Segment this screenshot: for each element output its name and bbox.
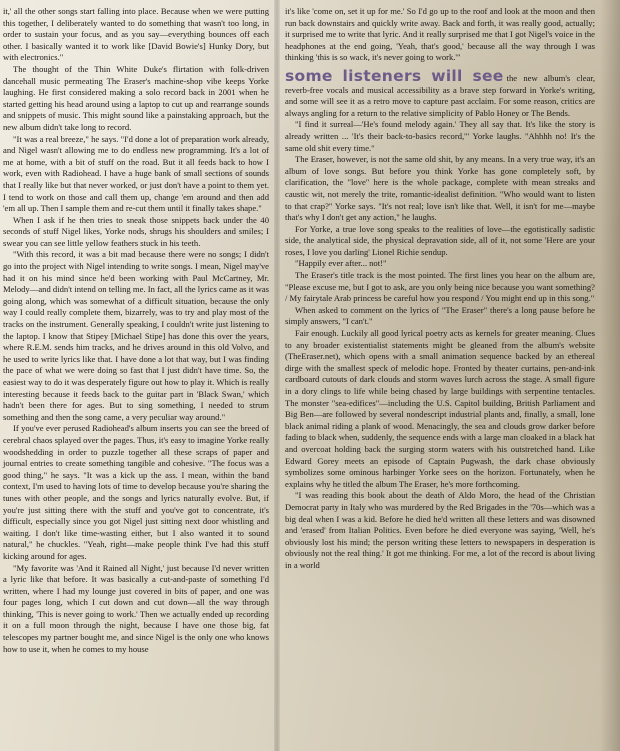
paragraph: "I was reading this book about the death of Aldo Moro, the head of the Christian Democrat party in Italy who was murdered by the Red Brigades in the '70s—which was a big deal when I was a kid. Before he died he'd written all these letters and was disowned and 'erased' from Italian Politics. Even before he died everyone was saying, 'Well, he's obviously lost his mind; the person writing these letters to newspapers in desperation is obviously not the real thing.' It got me thinking. For me, a lot of the record is about living in a world — [285, 490, 595, 570]
paragraph: When asked to comment on the lyrics of "The Eraser" there's a long pause before he simply answers, "I can't." — [285, 304, 595, 327]
paragraph: The Eraser's title track is the most pointed. The first lines you hear on the album are, "Please excuse me, but I got to ask, are you only being nice because you want something? / My fairytale Arab princess be careful how you respond / You might end up in this song." — [285, 270, 595, 304]
paragraph: The Eraser, however, is not the same old shit, by any means. In a very true way, it's an album of love songs. But before you think Yorke has gone completely soft, by clarification, the "love" here is the whole package, complete with mean streaks and caustic wit, not merely the trite, romantic-idealist definition. "Who would want to listen to that crap?" Yorke says. "It's not real; love isn't like that. Well, it isn't for me—maybe that's why I don't get any action," he laughs. — [285, 154, 595, 223]
paragraph: "It was a real breeze," he says. "I'd done a lot of preparation work already, and Nigel wasn't allowing me to do endless new programming. It's a lot of me at home, with a bit of stuff on the road. But it all feeds back to how I work, even with Radiohead. I have a huge bank of small sections of sounds that I really like but that never worked, or just don't have a point to them yet. I tend to work on those and call them up, change 'em around and then add 'em all up. Then I sample them and re-cut them until it finally takes shape." — [3, 133, 269, 214]
paragraph: Fair enough. Luckily all good lyrical poetry acts as kernels for greater meaning. Clues to any broader existentialist statements might be gleaned from the album's website (TheEraser.net), which opens with a small animation sequence backed by an ethereal dirge with the smallest speck of melodic hope. Fronted by theater curtains, pen-and-ink cardboard cutouts of dark clouds and storm waves lurch across the stage. A small figure in a dory clings to life while being chased by large buildings with serpentine tentacles. The monster "sea-edifices"—including the U.S. Capitol building, British Parliament and Big Ben—are followed by several nondescript industrial plants and, finally, a small, lone black animal riding a plank of wood. Menacingly, the sea and clouds grow darker before fading to black when, suddenly, the sequence ends with a large man cloaked in a black hat and overcoat holding back the surging storm waters with his outstretched hand. Like Edward Gorey meets an episode of Captain Pugwash, the dark chase obviously symbolizes some ominous harbinger Yorke sees on the horizon. Fortunately, when he explains why he titled the album The Eraser, he's more forthcoming. — [285, 328, 595, 489]
paragraph: "With this record, it was a bit mad because there were no songs; I didn't go into the project with Nigel intending to write songs. I mean, Nigel may've had it on his mind since he'd been working with Paul McCartney, Mr. Melody—and didn't intend on telling me. In fact, all the lyrics came as it was going along, which was somewhat of a difficult situation, because the only way I could really complete them, bizarrely, was to try and play most of the tracks on the instrument. Generally speaking, I couldn't write just listening to the laptop. I know that Stipey [Michael Stipe] has done this over the years, where R.E.M. sends him tracks, and he drives around in this old Volvo, and he used to write lyrics like that. I have done a lot that way, but I was finding the pace of what we were doing so fast that I just didn't have time. So, the easiest way to do it was desperately figure out how to play it. Which is really interesting because it feeds back to the guitar part in 'Black Swan,' which hadn't been there for ages. But to sing something, I needed to strum something and then the song came, a very peculiar way around." — [3, 249, 269, 422]
column-gutter — [274, 0, 280, 751]
paragraph: When I ask if he then tries to sneak those snippets back under the 40 seconds of stuff Nigel likes, Yorke nods, shrugs his shoulders and smiles; I swear you can see little yellow feathers stuck in his teeth. — [3, 214, 269, 248]
right-column — [285, 6, 595, 572]
paragraph-text: the new album's clear, reverb-free vocals and musical accessibility as a brave step forward in Yorke's writing, and some will see it as a retro move to capture past acclaim. For some reason, critics are always angling for a return to the relative simplicity of Pablo Honey or The Bends. — [285, 72, 595, 118]
section-headline: some listeners will see — [285, 66, 504, 85]
paragraph: it's like 'come on, set it up for me.' So I'd go up to the roof and look at the moon and then run back downstairs and quickly write away. Back and forth, it was really good, actually; it surprised me to write that lyric. And it really surprised me that I got Nigel's voice in the headphones at the end going, 'Yeah, that's good,' because all the way through I was thinking 'this is so wack, it's never going to work.'" — [285, 6, 595, 63]
paragraph: "My favorite was 'And it Rained all Night,' just because I'd never written a lyric like that before. It was basically a cut-and-paste of something I'd written, where I had my lounge just covered in bits of paper, and one was four pages long, which I cut down and cut down—all the way through thinking, 'This is never going to work.' Then we actually ended up recording it on a full moon through the night, because I have one those big, fat telescopes my partner bought me, and since Nigel is the only one who knows how to use it, when he comes to my house — [3, 562, 269, 654]
pull-headline-paragraph — [285, 68, 595, 119]
paragraph: it,' all the other songs start falling into place. Because when we were putting this together, I deliberately wanted to do something that wasn't too long, in order to sustain your focus, and as you say—everything bounces off each other. I basically wanted it to work like [David Bowie's] Hunky Dory, but with electronics." — [3, 6, 269, 63]
paragraph: The thought of the Thin White Duke's flirtation with folk-driven dancehall music permeating The Eraser's machine-shop vibe keeps Yorke laughing. He first considered making a solo record back in 2001 when he started getting his head around using a laptop to cut up and rearrange sounds and snippets of music. This might sound like a painstaking approach, but the new album didn't take long to record. — [3, 63, 269, 132]
paragraph: "I find it surreal—'He's found melody again.' They all say that. It's like the story is already written ... 'It's their back-to-basics record,'" Yorke laughs. "Ahhhh no! It's the same old shit every time." — [285, 119, 595, 153]
left-column — [3, 6, 269, 655]
paragraph: "Happily ever after... not!" — [295, 258, 387, 269]
paragraph: If you've ever perused Radiohead's album inserts you can see the breed of cerebral chaos splayed over the pages. Thus, it's easy to imagine Yorke really woodshedding in order to puzzle together all these scraps of paper and journal entries to create something tangible and cohesive. "The focus was a good thing," he says. "It was a kick up the ass. I mean, within the band context, I'm used to having lots of time to develop because you're sharing the tunes with other people, and the songs and lyrics naturally evolve. But, if you're just sitting there with the stuff and you've got to concentrate, it's difficult, especially since you got Nigel just sitting next door whistling and waiting. I don't like time-wasting either, but I also wanted it to sound natural," he chuckles. "Yeah, right—make people think I've had this stuff kicking around for ages. — [3, 423, 269, 561]
scan-edge-shadow — [600, 0, 620, 751]
paragraph: For Yorke, a true love song speaks to the realities of love—the egotistically sadistic side, the analytical side, the physical depravation side, all of it, not some 'Here are your roses, I love you darling' Lionel Richie sendup. — [285, 223, 595, 257]
